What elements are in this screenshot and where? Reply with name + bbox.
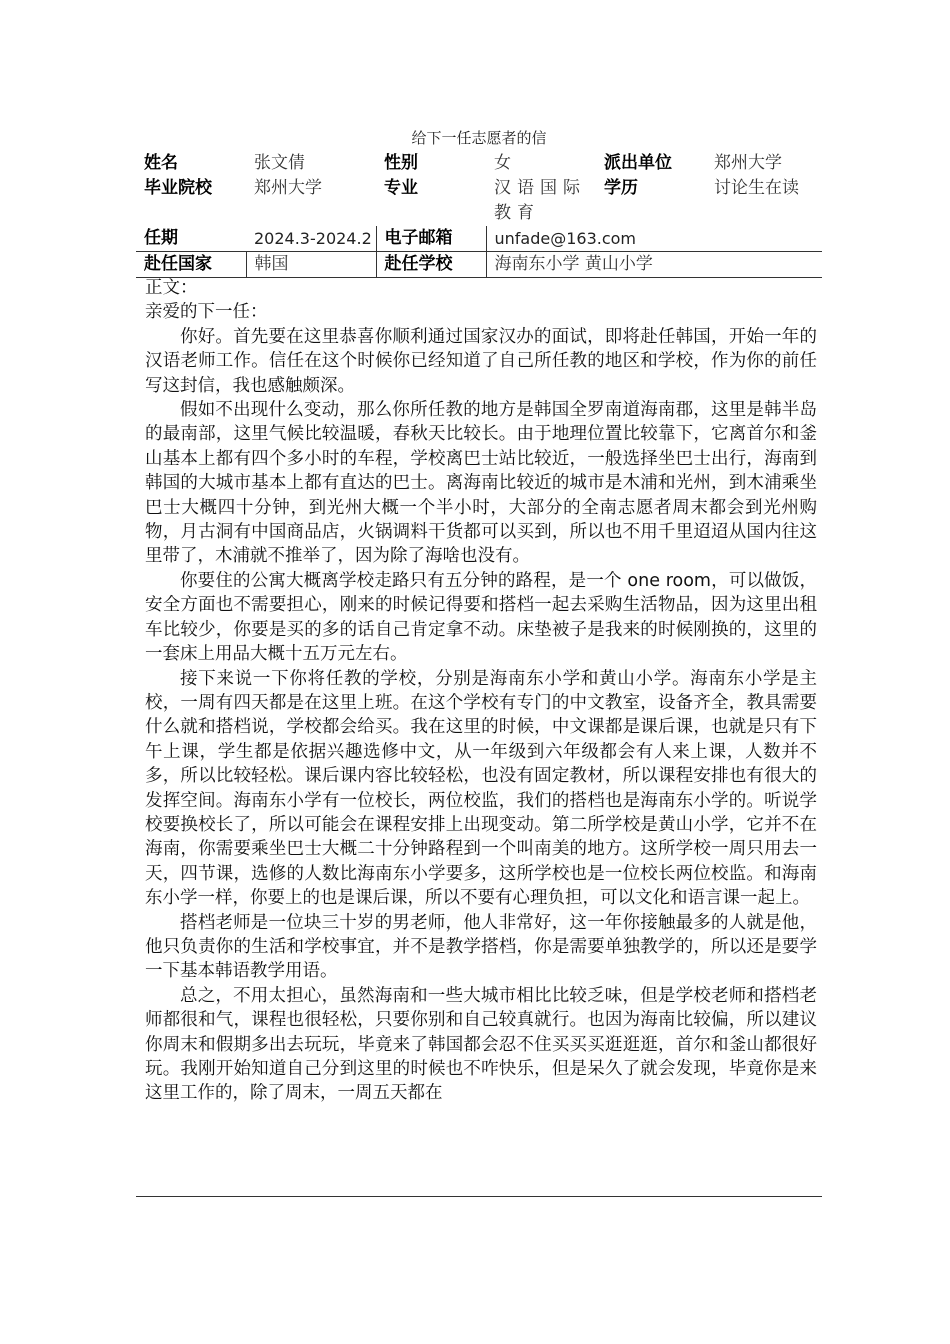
info-row-term bbox=[136, 226, 822, 252]
term-value: 2024.3-2024.2 bbox=[246, 226, 376, 252]
gender-value: 女 bbox=[494, 153, 511, 173]
paragraph-housing: 你要住的公寓大概离学校走路只有五分钟的路程，是一个 one room，可以做饭，安全方面也不需要担心，刚来的时候记得要和搭档一起去采购生活物品，因为这里出租车比较少，你要是买的多的话自己肯定拿不动。床垫被子是我来的时候刚换的，这里的一套床上用品大概十五万元左右。 bbox=[145, 570, 817, 665]
country-label: 赴任国家 bbox=[136, 252, 246, 278]
letter-title: 给下一任志愿者的信 bbox=[411, 129, 547, 147]
major-value: 汉语国际教育 bbox=[494, 178, 586, 223]
host-school-label: 赴任学校 bbox=[376, 252, 486, 278]
paragraph-location: 假如不出现什么变动，那么你所任教的地方是韩国全罗南道海南郡，这里是韩半岛的最南部，这里气候比较温暖，春秋天比较长。由于地理位置比较靠下，它离首尔和釜山基本上都有四个多小时的车程，学校离巴士站比较近，一般选择坐巴士出行，海南到韩国的大城市基本上都有直达的巴士。离海南比较近的城市是木浦和光州，到木浦乘坐巴士大概四十分钟，到光州大概一个半小时，大部分的全南志愿者周末都会到光州购物，月古洞有中国商品店，火锅调料干货都可以买到，所以也不用千里迢迢从国内往这里带了，木浦就不推举了，因为除了海啥也没有。 bbox=[145, 400, 817, 567]
name-label: 姓名 bbox=[144, 153, 178, 173]
host-school-value: 海南东小学 黄山小学 bbox=[486, 252, 822, 278]
name-value: 张文倩 bbox=[254, 153, 305, 173]
salutation: 亲爱的下一任： bbox=[145, 302, 268, 323]
info-row-school bbox=[136, 176, 822, 226]
bottom-divider bbox=[136, 1196, 822, 1197]
paragraph-summary: 总之，不用太担心，虽然海南和一些大城市相比比较乏味，但是学校老师和搭档老师都很和气，课程也很轻松，只要你别和自己较真就行。也因为海南比较偏，所以建议你周末和假期多出去玩玩，毕竟来了韩国都会忍不住买买买逛逛逛，首尔和釜山都很好玩。我刚开始知道自己分到这里的时候也不咋快乐，但是呆久了就会发现，毕竟你是来这里工作的，除了周末，一周五天都在 bbox=[145, 985, 817, 1104]
paragraph-schools: 接下来说一下你将任教的学校，分别是海南东小学和黄山小学。海南东小学是主校，一周有四天都是在这里上班。在这个学校有专门的中文教室，设备齐全，教具需要什么就和搭档说，学校都会给买。我在这里的时候，中文课都是课后课，也就是只有下午上课，学生都是依据兴趣选修中文，从一年级到六年级都会有人来上课，人数并不多，所以比较轻松。课后课内容比较轻松，也没有固定教材，所以课程安排也有很大的发挥空间。海南东小学有一位校长，两位校监，我们的搭档也是海南东小学的。听说学校要换校长了，所以可能会在课程安排上出现变动。第二所学校是黄山小学，它并不在海南，你需要乘坐巴士大概二十分钟路程到一个叫南美的地方。这所学校一周只用去一天，四节课，选修的人数比海南东小学要多，这所学校也是一位校长两位校监。和海南东小学一样，你要上的也是课后课，所以不要有心理负担，可以文化和语言课一起上。 bbox=[145, 668, 817, 909]
unit-label: 派出单位 bbox=[604, 153, 672, 173]
paragraph-greeting: 你好。首先要在这里恭喜你顺利通过国家汉办的面试，即将赴任韩国，开始一年的汉语老师工作。信任在这个时候你已经知道了自己所任教的地区和学校，作为你的前任写这封信，我也感触颇深。 bbox=[145, 326, 817, 396]
body-heading: 正文： bbox=[145, 278, 198, 298]
major-label: 专业 bbox=[384, 178, 418, 198]
gender-label: 性别 bbox=[384, 153, 418, 173]
country-value: 韩国 bbox=[246, 252, 376, 278]
paragraph-partner: 搭档老师是一位块三十岁的男老师，他人非常好，这一年你接触最多的人就是他，他只负责你的生活和学校事宜，并不是教学搭档，你是需要单独教学的，所以还是要学一下基本韩语教学用语。 bbox=[145, 912, 817, 982]
volunteer-info-table bbox=[136, 151, 822, 278]
letter-body bbox=[145, 276, 817, 1106]
degree-value: 讨论生在读 bbox=[714, 178, 799, 198]
email-value: unfade@163.com bbox=[486, 226, 822, 252]
degree-label: 学历 bbox=[604, 178, 638, 198]
email-label: 电子邮箱 bbox=[376, 226, 486, 252]
info-row-name bbox=[136, 151, 822, 176]
school-label: 毕业院校 bbox=[144, 178, 212, 198]
info-row-country bbox=[136, 252, 822, 278]
term-label: 任期 bbox=[136, 226, 246, 252]
school-value: 郑州大学 bbox=[254, 178, 322, 198]
unit-value: 郑州大学 bbox=[714, 153, 782, 173]
